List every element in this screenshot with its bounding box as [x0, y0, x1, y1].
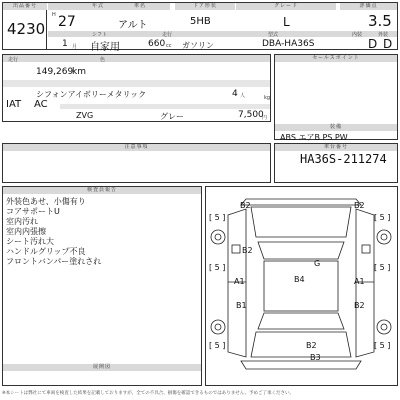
mileage-unit: km	[72, 67, 86, 77]
note-item: コアサポートU	[6, 207, 60, 216]
mark-a1-right: A1	[354, 277, 365, 286]
color-name: シフォンアイボリーメタリック	[36, 90, 147, 99]
recycle-unit: 円	[262, 115, 268, 121]
mark-b2-rear-center: B2	[306, 341, 317, 350]
score-value: 3.5	[368, 12, 392, 30]
ac-value: AC	[34, 99, 48, 110]
frame-number-value: HA36S-211274	[300, 152, 387, 166]
mark-s5-mid-right: [ 5 ]	[374, 263, 391, 272]
cc-unit: cc	[166, 43, 172, 49]
color-row-bg	[3, 80, 270, 87]
spec-frame	[2, 54, 271, 122]
notes-header: 注意事項	[3, 144, 270, 151]
note-item: 室内内張擦	[6, 227, 46, 236]
mark-s5-rear-right: [ 5 ]	[374, 341, 391, 350]
inspector-notes-header: 検査員報告	[3, 187, 201, 194]
passengers-value: 4	[232, 89, 238, 99]
doors-header: ドア形状	[175, 3, 235, 10]
era-label: H	[52, 12, 56, 18]
inspection-header: シフト	[92, 32, 108, 38]
score-header: 評価点	[340, 3, 397, 10]
year-header: 年式	[48, 3, 148, 10]
grade-value: L	[283, 15, 290, 29]
mark-s5-mid-left: [ 5 ]	[209, 263, 226, 272]
usage-value: 自家用	[90, 42, 120, 53]
lot-number-cell	[3, 10, 47, 49]
inspector-notes-list	[6, 197, 101, 267]
spec-header	[3, 55, 270, 62]
exhibit-number-header: 出品番号	[3, 3, 47, 10]
mileage-value: 149,269	[36, 67, 74, 77]
lot-number: 4230	[7, 20, 46, 38]
mark-b4-center: B4	[294, 275, 305, 284]
passengers-unit: 人	[240, 93, 246, 99]
color-short: グレー	[160, 112, 184, 121]
mark-a1-left: A1	[234, 277, 245, 286]
mark-g-roof: G	[314, 259, 321, 268]
car-diagram-svg	[206, 187, 397, 385]
mark-b2-front-left: B2	[240, 201, 251, 210]
diagram-footer-header: 展開図	[3, 364, 201, 371]
grade-header: グレード	[236, 3, 336, 10]
engine-row-bg	[60, 104, 270, 109]
mark-b2-front-right: B2	[354, 201, 365, 210]
model-value: アルト	[118, 20, 148, 31]
equipment-header: 装備	[275, 124, 397, 131]
note-item: 室内汚れ	[6, 217, 38, 226]
sales-point-header: セールスポイント	[275, 55, 397, 62]
exterior-header: 外装	[378, 32, 389, 38]
mark-b2-hood: B2	[242, 246, 253, 255]
mark-b2-right: B2	[354, 301, 365, 310]
note-item: 外装色あせ、小傷有り	[6, 197, 86, 206]
note-item: シート汚れ大	[6, 237, 54, 246]
mileage-header: 走行	[8, 57, 19, 63]
equipment-value: ABS エアB PS PW	[280, 133, 348, 142]
note-item: フロントバンパー塗れされ	[6, 257, 102, 266]
year-value: 27	[58, 14, 76, 30]
footer-disclaimer: ※本シートは弊社にて車両を検査した結果を記載しておりますが、全ての不具合、損傷を確認できるものではありません。予めご了承ください。	[2, 391, 295, 396]
car-diagram-box	[205, 186, 398, 386]
frame-number-header: 車台番号	[275, 144, 397, 151]
engine-model: ZVG	[76, 111, 94, 120]
note-item: ハンドルグリップ不良	[6, 247, 86, 256]
mark-s5-front-left: [ 5 ]	[209, 213, 226, 222]
fuel-value: ガソリン	[182, 41, 214, 50]
load-unit: kg	[264, 95, 271, 101]
color-header: 色	[100, 57, 106, 63]
cc-value: 660	[148, 39, 166, 49]
inspection-unit: 月	[72, 44, 78, 50]
exterior-grade: D	[383, 37, 393, 51]
transmission-value: IAT	[6, 99, 22, 110]
type-code-value: DBA-HA36S	[262, 39, 315, 49]
recycle-fee: 7,500	[238, 110, 264, 120]
mark-s5-front-right: [ 5 ]	[374, 213, 391, 222]
interior-header: 内装	[352, 32, 363, 38]
doors-value: 5HB	[190, 16, 211, 27]
mark-b1-left: B1	[236, 301, 247, 310]
interior-grade: D	[368, 37, 378, 51]
mark-s5-rear-left: [ 5 ]	[209, 341, 226, 350]
cc-header: 走行	[162, 32, 173, 38]
type-header: 型式	[268, 32, 279, 38]
model-header: 車名	[110, 3, 170, 10]
mark-b3-rear: B3	[310, 353, 321, 362]
inspection-month: 1	[62, 39, 68, 49]
